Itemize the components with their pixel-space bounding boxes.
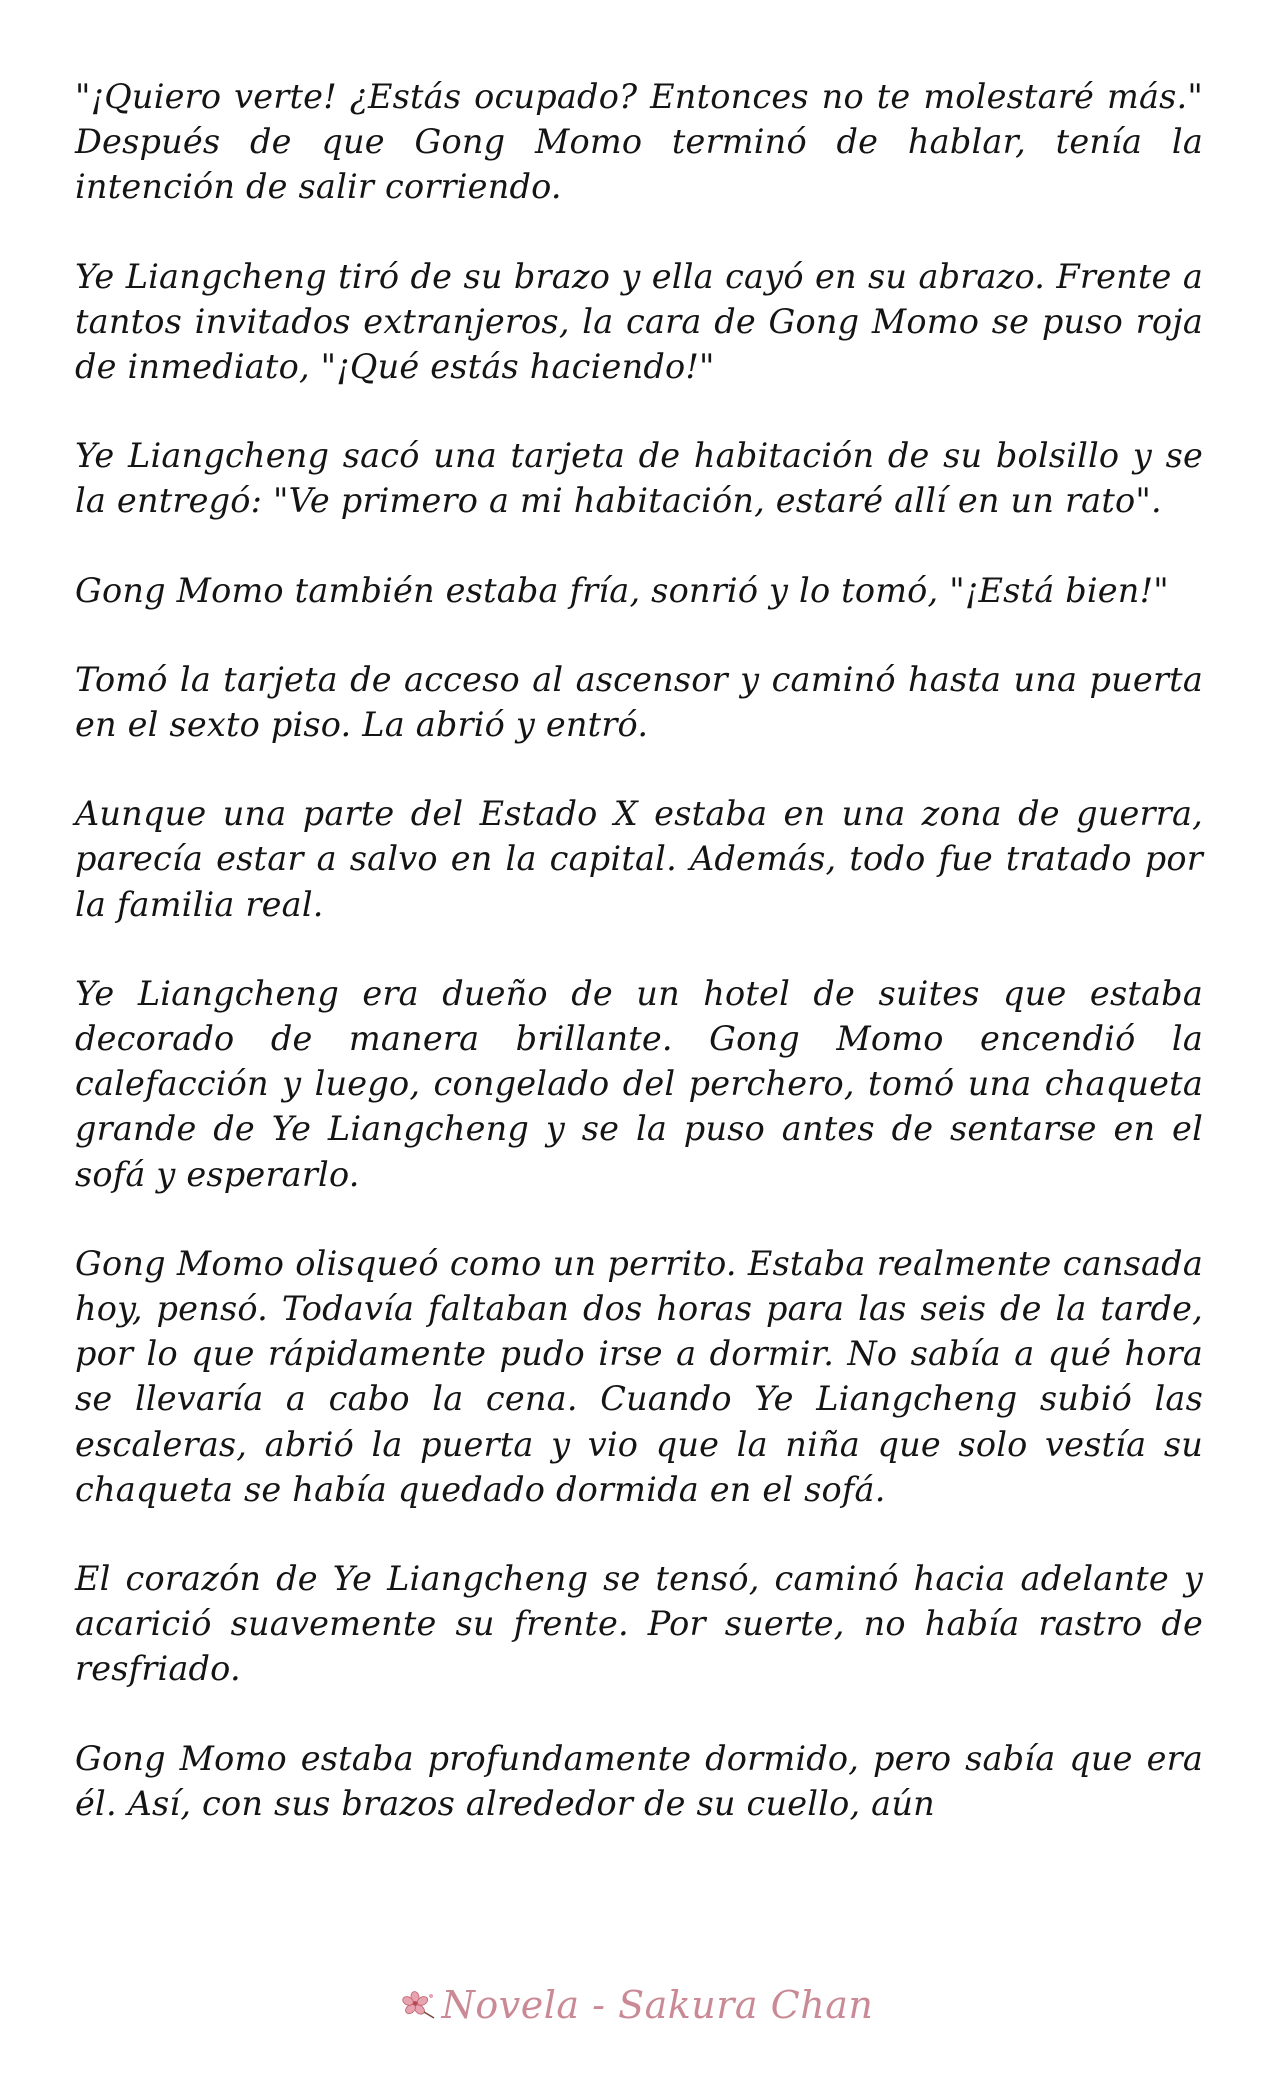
novel-text-body — [75, 74, 1203, 1870]
paragraph: Ye Liangcheng era dueño de un hotel de suites que estaba decorado de manera brillante. Gong Momo encendió la calefacción y luego, congelado del perchero, tomó una chaqueta grande de Ye Liangcheng y se la puso antes de sentarse en el sofá y esperarlo. — [75, 973, 1203, 1194]
paragraph: Ye Liangcheng sacó una tarjeta de habitación de su bolsillo y se la entregó: "Ve primero a mi habitación, estaré allí en un rato". — [75, 436, 1203, 521]
sakura-flower-icon — [402, 1990, 436, 2020]
watermark-text: Novela - Sakura Chan — [441, 1983, 874, 2027]
watermark — [0, 1975, 1275, 2035]
paragraph: Gong Momo también estaba fría, sonrió y lo tomó, "¡Está bien!" — [75, 570, 1169, 610]
paragraph: "¡Quiero verte! ¿Estás ocupado? Entonces no te molestaré más." Después de que Gong Momo terminó de hablar, tenía la intención de salir corriendo. — [75, 77, 1203, 207]
paragraph: Tomó la tarjeta de acceso al ascensor y caminó hasta una puerta en el sexto piso. La abrió y entró. — [75, 659, 1203, 745]
paragraph: Aunque una parte del Estado X estaba en una zona de guerra, parecía estar a salvo en la capital. Además, todo fue tratado por la familia real. — [75, 794, 1203, 924]
paragraph: Gong Momo olisqueó como un perrito. Estaba realmente cansada hoy, pensó. Todavía faltaban dos horas para las seis de la tarde, por lo que rápidamente pudo irse a dormir. No sabía a qué hora se llevaría a cabo la cena. Cuando Ye Liangcheng subió las escaleras, abrió la puerta y vio que la niña que solo vestía su chaqueta se había quedado dormida en el sofá. — [75, 1243, 1203, 1509]
paragraph: Ye Liangcheng tiró de su brazo y ella cayó en su abrazo. Frente a tantos invitados extranjeros, la cara de Gong Momo se puso roja de inmediato, "¡Qué estás haciendo!" — [75, 256, 1203, 387]
paragraph: Gong Momo estaba profundamente dormido, pero sabía que era él. Así, con sus brazos alrededor de su cuello, aún — [75, 1738, 1203, 1823]
paragraph: El corazón de Ye Liangcheng se tensó, caminó hacia adelante y acarició suavemente su frente. Por suerte, no había rastro de resfriado. — [75, 1559, 1203, 1689]
